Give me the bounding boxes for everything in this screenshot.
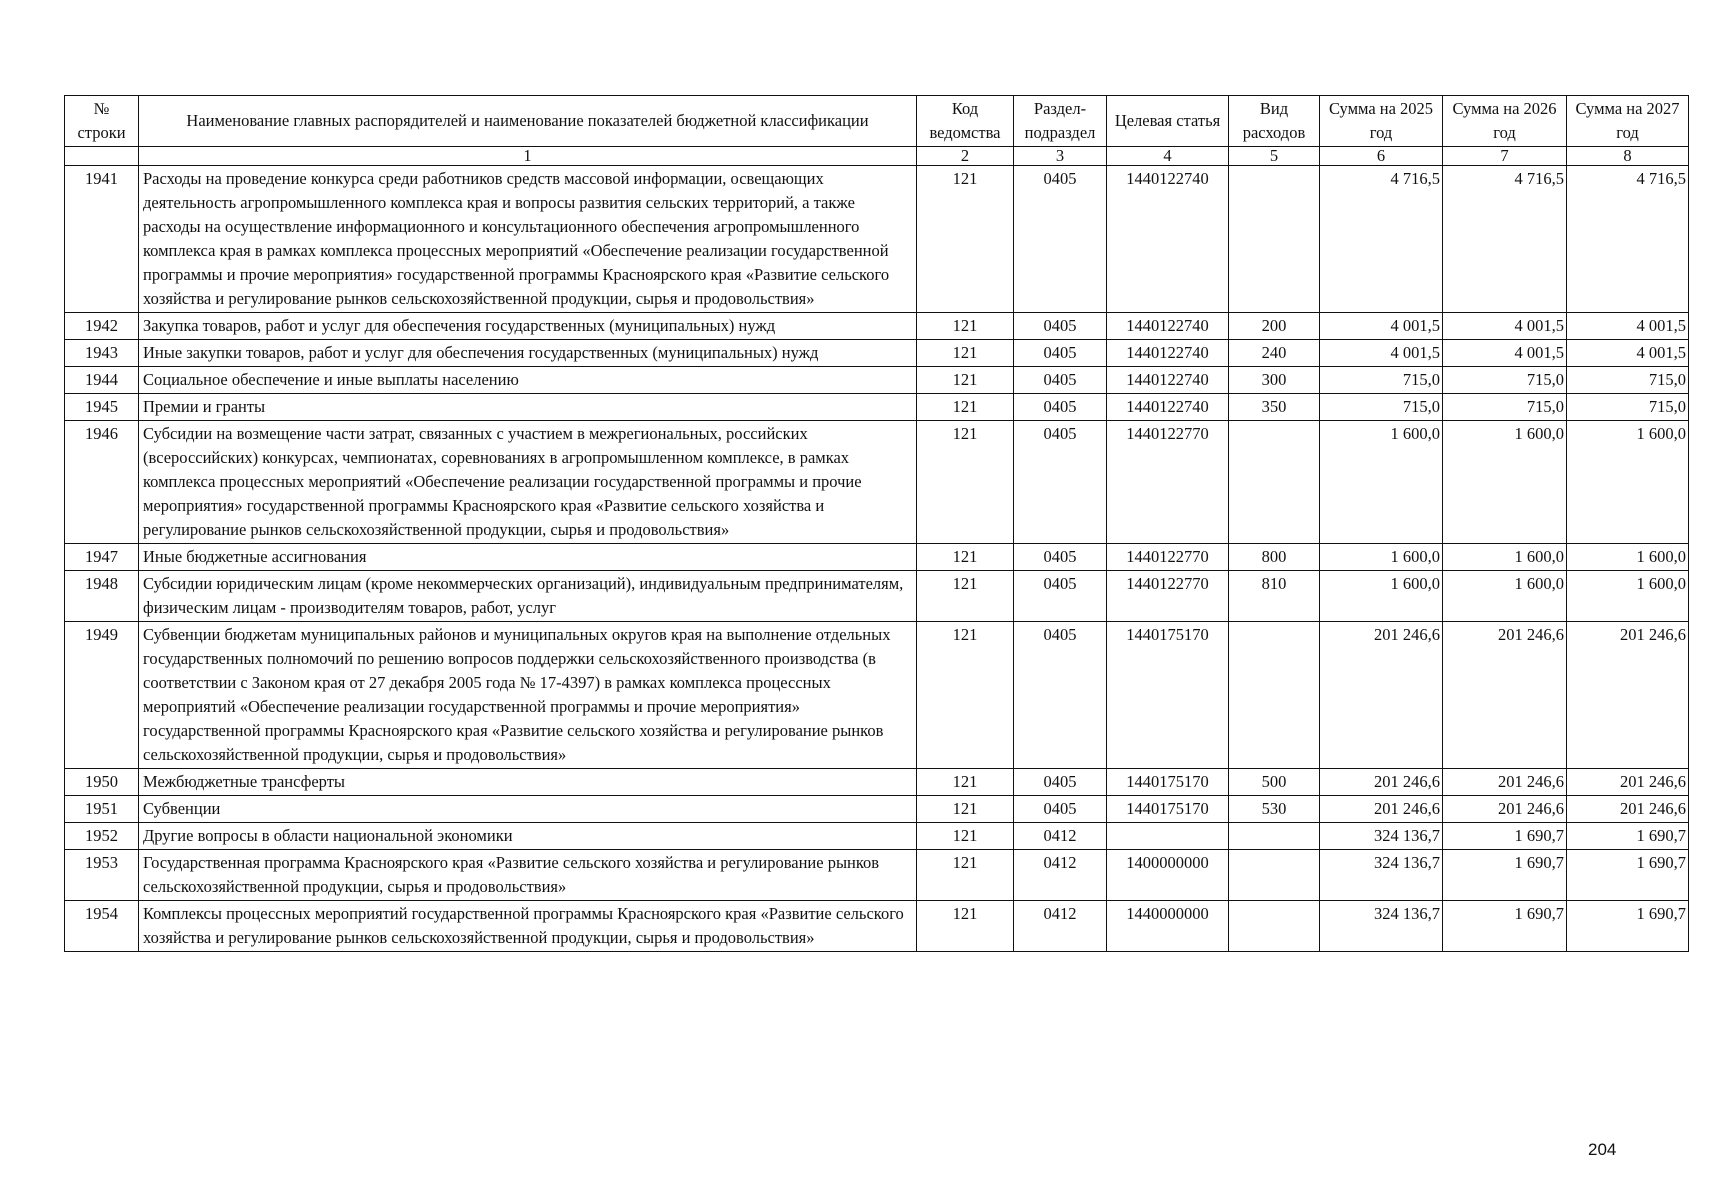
row-dept-code: 121 bbox=[917, 769, 1014, 796]
row-expense-type bbox=[1229, 850, 1320, 901]
table-row bbox=[65, 340, 1689, 367]
row-sum-2025: 1 600,0 bbox=[1320, 421, 1443, 544]
budget-table-sheet bbox=[64, 95, 1688, 952]
header-sum-2026: Сумма на 2026 год bbox=[1443, 96, 1567, 147]
header-section: Раздел-подраздел bbox=[1014, 96, 1107, 147]
row-target: 1440175170 bbox=[1107, 796, 1229, 823]
row-target: 1400000000 bbox=[1107, 850, 1229, 901]
row-sum-2025: 4 716,5 bbox=[1320, 166, 1443, 313]
table-row bbox=[65, 313, 1689, 340]
row-sum-2027: 4 716,5 bbox=[1567, 166, 1689, 313]
row-section: 0405 bbox=[1014, 340, 1107, 367]
row-sum-2026: 1 690,7 bbox=[1443, 901, 1567, 952]
row-expense-type: 810 bbox=[1229, 571, 1320, 622]
row-sum-2026: 1 600,0 bbox=[1443, 571, 1567, 622]
column-number: 3 bbox=[1014, 147, 1107, 166]
row-number: 1946 bbox=[65, 421, 139, 544]
row-sum-2027: 1 600,0 bbox=[1567, 421, 1689, 544]
row-sum-2027: 715,0 bbox=[1567, 394, 1689, 421]
row-dept-code: 121 bbox=[917, 421, 1014, 544]
row-number: 1952 bbox=[65, 823, 139, 850]
row-dept-code: 121 bbox=[917, 166, 1014, 313]
row-section: 0405 bbox=[1014, 544, 1107, 571]
row-name: Комплексы процессных мероприятий государственной программы Красноярского края «Развитие сельского хозяйства и регулирование рынков сельскохозяйственной продукции, сырья и продовольствия» bbox=[139, 901, 917, 952]
row-sum-2026: 4 001,5 bbox=[1443, 340, 1567, 367]
row-name: Социальное обеспечение и иные выплаты населению bbox=[139, 367, 917, 394]
row-number: 1948 bbox=[65, 571, 139, 622]
column-number: 4 bbox=[1107, 147, 1229, 166]
row-sum-2025: 201 246,6 bbox=[1320, 796, 1443, 823]
row-dept-code: 121 bbox=[917, 394, 1014, 421]
row-number: 1949 bbox=[65, 622, 139, 769]
row-expense-type: 240 bbox=[1229, 340, 1320, 367]
row-section: 0405 bbox=[1014, 421, 1107, 544]
row-name: Государственная программа Красноярского края «Развитие сельского хозяйства и регулирование рынков сельскохозяйственной продукции, сырья и продовольствия» bbox=[139, 850, 917, 901]
row-sum-2026: 1 690,7 bbox=[1443, 823, 1567, 850]
row-sum-2026: 4 001,5 bbox=[1443, 313, 1567, 340]
header-sum-2025: Сумма на 2025 год bbox=[1320, 96, 1443, 147]
row-section: 0405 bbox=[1014, 313, 1107, 340]
table-row bbox=[65, 823, 1689, 850]
row-sum-2025: 715,0 bbox=[1320, 394, 1443, 421]
row-name: Другие вопросы в области национальной экономики bbox=[139, 823, 917, 850]
table-row bbox=[65, 901, 1689, 952]
row-sum-2027: 1 690,7 bbox=[1567, 901, 1689, 952]
row-sum-2026: 201 246,6 bbox=[1443, 769, 1567, 796]
row-name: Расходы на проведение конкурса среди работников средств массовой информации, освещающих деятельность агропромышленного комплекса края и вопросы развития сельских территорий, а также расходы на осуществление информационного и консультационного обеспечения агропромышленного комплекса края в рамках комплекса процессных мероприятий «Обеспечение реализации государственной программы и прочие мероприятия» государственной программы Красноярского края «Развитие сельского хозяйства и регулирование рынков сельскохозяйственной продукции, сырья и продовольствия» bbox=[139, 166, 917, 313]
column-number: 5 bbox=[1229, 147, 1320, 166]
row-number: 1947 bbox=[65, 544, 139, 571]
header-target: Целевая статья bbox=[1107, 96, 1229, 147]
row-sum-2027: 1 600,0 bbox=[1567, 544, 1689, 571]
row-sum-2025: 4 001,5 bbox=[1320, 313, 1443, 340]
row-target: 1440122770 bbox=[1107, 421, 1229, 544]
row-target: 1440122740 bbox=[1107, 313, 1229, 340]
row-sum-2025: 324 136,7 bbox=[1320, 850, 1443, 901]
row-section: 0405 bbox=[1014, 769, 1107, 796]
row-section: 0405 bbox=[1014, 367, 1107, 394]
row-target: 1440122740 bbox=[1107, 340, 1229, 367]
row-section: 0405 bbox=[1014, 571, 1107, 622]
table-row bbox=[65, 166, 1689, 313]
row-number: 1954 bbox=[65, 901, 139, 952]
header-dept-code: Код ведомства bbox=[917, 96, 1014, 147]
row-sum-2026: 715,0 bbox=[1443, 394, 1567, 421]
row-sum-2027: 201 246,6 bbox=[1567, 796, 1689, 823]
row-expense-type bbox=[1229, 421, 1320, 544]
row-sum-2025: 201 246,6 bbox=[1320, 769, 1443, 796]
row-section: 0405 bbox=[1014, 394, 1107, 421]
row-dept-code: 121 bbox=[917, 340, 1014, 367]
row-target bbox=[1107, 823, 1229, 850]
row-sum-2026: 1 600,0 bbox=[1443, 421, 1567, 544]
row-name: Субвенции бюджетам муниципальных районов и муниципальных округов края на выполнение отдельных государственных полномочий по решению вопросов поддержки сельскохозяйственного производства (в соответствии с Законом края от 27 декабря 2005 года № 17-4397) в рамках комплекса процессных мероприятий «Обеспечение реализации государственной программы и прочие мероприятия» государственной программы Красноярского края «Развитие сельского хозяйства и регулирование рынков сельскохозяйственной продукции, сырья и продовольствия» bbox=[139, 622, 917, 769]
row-section: 0405 bbox=[1014, 796, 1107, 823]
column-number-blank bbox=[65, 147, 139, 166]
row-name: Премии и гранты bbox=[139, 394, 917, 421]
row-dept-code: 121 bbox=[917, 823, 1014, 850]
row-sum-2025: 324 136,7 bbox=[1320, 823, 1443, 850]
row-number: 1951 bbox=[65, 796, 139, 823]
row-sum-2026: 1 600,0 bbox=[1443, 544, 1567, 571]
column-number-row bbox=[65, 147, 1689, 166]
row-expense-type: 530 bbox=[1229, 796, 1320, 823]
row-sum-2026: 715,0 bbox=[1443, 367, 1567, 394]
row-number: 1945 bbox=[65, 394, 139, 421]
column-number: 8 bbox=[1567, 147, 1689, 166]
row-dept-code: 121 bbox=[917, 571, 1014, 622]
row-name: Иные закупки товаров, работ и услуг для обеспечения государственных (муниципальных) нужд bbox=[139, 340, 917, 367]
header-row-no: № строки bbox=[65, 96, 139, 147]
row-section: 0412 bbox=[1014, 901, 1107, 952]
table-row bbox=[65, 850, 1689, 901]
row-target: 1440122740 bbox=[1107, 166, 1229, 313]
row-target: 1440122740 bbox=[1107, 367, 1229, 394]
row-expense-type: 200 bbox=[1229, 313, 1320, 340]
row-section: 0412 bbox=[1014, 823, 1107, 850]
header-row bbox=[65, 96, 1689, 147]
row-dept-code: 121 bbox=[917, 901, 1014, 952]
page-number: 204 bbox=[1588, 1140, 1617, 1159]
row-sum-2027: 4 001,5 bbox=[1567, 313, 1689, 340]
column-number: 7 bbox=[1443, 147, 1567, 166]
header-name: Наименование главных распорядителей и наименование показателей бюджетной классификации bbox=[139, 96, 917, 147]
row-sum-2027: 201 246,6 bbox=[1567, 769, 1689, 796]
row-name: Субвенции bbox=[139, 796, 917, 823]
row-sum-2025: 1 600,0 bbox=[1320, 571, 1443, 622]
row-target: 1440122770 bbox=[1107, 571, 1229, 622]
row-number: 1950 bbox=[65, 769, 139, 796]
row-sum-2025: 324 136,7 bbox=[1320, 901, 1443, 952]
row-sum-2025: 201 246,6 bbox=[1320, 622, 1443, 769]
table-row bbox=[65, 544, 1689, 571]
row-dept-code: 121 bbox=[917, 850, 1014, 901]
row-expense-type bbox=[1229, 622, 1320, 769]
row-sum-2027: 1 600,0 bbox=[1567, 571, 1689, 622]
row-expense-type bbox=[1229, 166, 1320, 313]
row-sum-2026: 1 690,7 bbox=[1443, 850, 1567, 901]
row-expense-type: 350 bbox=[1229, 394, 1320, 421]
row-number: 1953 bbox=[65, 850, 139, 901]
row-section: 0405 bbox=[1014, 622, 1107, 769]
row-name: Закупка товаров, работ и услуг для обеспечения государственных (муниципальных) нужд bbox=[139, 313, 917, 340]
row-sum-2025: 1 600,0 bbox=[1320, 544, 1443, 571]
row-target: 1440122740 bbox=[1107, 394, 1229, 421]
row-expense-type: 300 bbox=[1229, 367, 1320, 394]
row-sum-2027: 1 690,7 bbox=[1567, 850, 1689, 901]
row-sum-2027: 715,0 bbox=[1567, 367, 1689, 394]
row-sum-2026: 201 246,6 bbox=[1443, 796, 1567, 823]
row-sum-2027: 1 690,7 bbox=[1567, 823, 1689, 850]
table-body bbox=[65, 166, 1689, 952]
row-sum-2025: 715,0 bbox=[1320, 367, 1443, 394]
row-target: 1440175170 bbox=[1107, 622, 1229, 769]
row-name: Иные бюджетные ассигнования bbox=[139, 544, 917, 571]
row-target: 1440175170 bbox=[1107, 769, 1229, 796]
row-section: 0405 bbox=[1014, 166, 1107, 313]
row-name: Субсидии на возмещение части затрат, связанных с участием в межрегиональных, российских (всероссийских) конкурсах, чемпионатах, соревнованиях в агропромышленном комплексе, в рамках комплекса процессных мероприятий «Обеспечение реализации государственной программы и прочие мероприятия» государственной программы Красноярского края «Развитие сельского хозяйства и регулирование рынков сельскохозяйственной продукции, сырья и продовольствия» bbox=[139, 421, 917, 544]
row-number: 1943 bbox=[65, 340, 139, 367]
header-expense-type: Вид расходов bbox=[1229, 96, 1320, 147]
table-row bbox=[65, 421, 1689, 544]
row-dept-code: 121 bbox=[917, 544, 1014, 571]
table-row bbox=[65, 796, 1689, 823]
row-name: Субсидии юридическим лицам (кроме некоммерческих организаций), индивидуальным предпринимателям, физическим лицам - производителям товаров, работ, услуг bbox=[139, 571, 917, 622]
row-target: 1440122770 bbox=[1107, 544, 1229, 571]
column-number: 1 bbox=[139, 147, 917, 166]
row-sum-2027: 201 246,6 bbox=[1567, 622, 1689, 769]
row-dept-code: 121 bbox=[917, 796, 1014, 823]
table-row bbox=[65, 571, 1689, 622]
budget-table bbox=[64, 95, 1689, 952]
table-row bbox=[65, 622, 1689, 769]
row-expense-type bbox=[1229, 901, 1320, 952]
row-expense-type: 500 bbox=[1229, 769, 1320, 796]
row-sum-2026: 4 716,5 bbox=[1443, 166, 1567, 313]
row-number: 1941 bbox=[65, 166, 139, 313]
column-number: 2 bbox=[917, 147, 1014, 166]
row-name: Межбюджетные трансферты bbox=[139, 769, 917, 796]
row-expense-type: 800 bbox=[1229, 544, 1320, 571]
table-row bbox=[65, 394, 1689, 421]
table-row bbox=[65, 367, 1689, 394]
row-target: 1440000000 bbox=[1107, 901, 1229, 952]
row-sum-2026: 201 246,6 bbox=[1443, 622, 1567, 769]
row-expense-type bbox=[1229, 823, 1320, 850]
row-number: 1942 bbox=[65, 313, 139, 340]
row-section: 0412 bbox=[1014, 850, 1107, 901]
row-number: 1944 bbox=[65, 367, 139, 394]
column-number: 6 bbox=[1320, 147, 1443, 166]
row-dept-code: 121 bbox=[917, 622, 1014, 769]
row-dept-code: 121 bbox=[917, 313, 1014, 340]
row-sum-2025: 4 001,5 bbox=[1320, 340, 1443, 367]
table-row bbox=[65, 769, 1689, 796]
row-sum-2027: 4 001,5 bbox=[1567, 340, 1689, 367]
row-dept-code: 121 bbox=[917, 367, 1014, 394]
header-sum-2027: Сумма на 2027 год bbox=[1567, 96, 1689, 147]
